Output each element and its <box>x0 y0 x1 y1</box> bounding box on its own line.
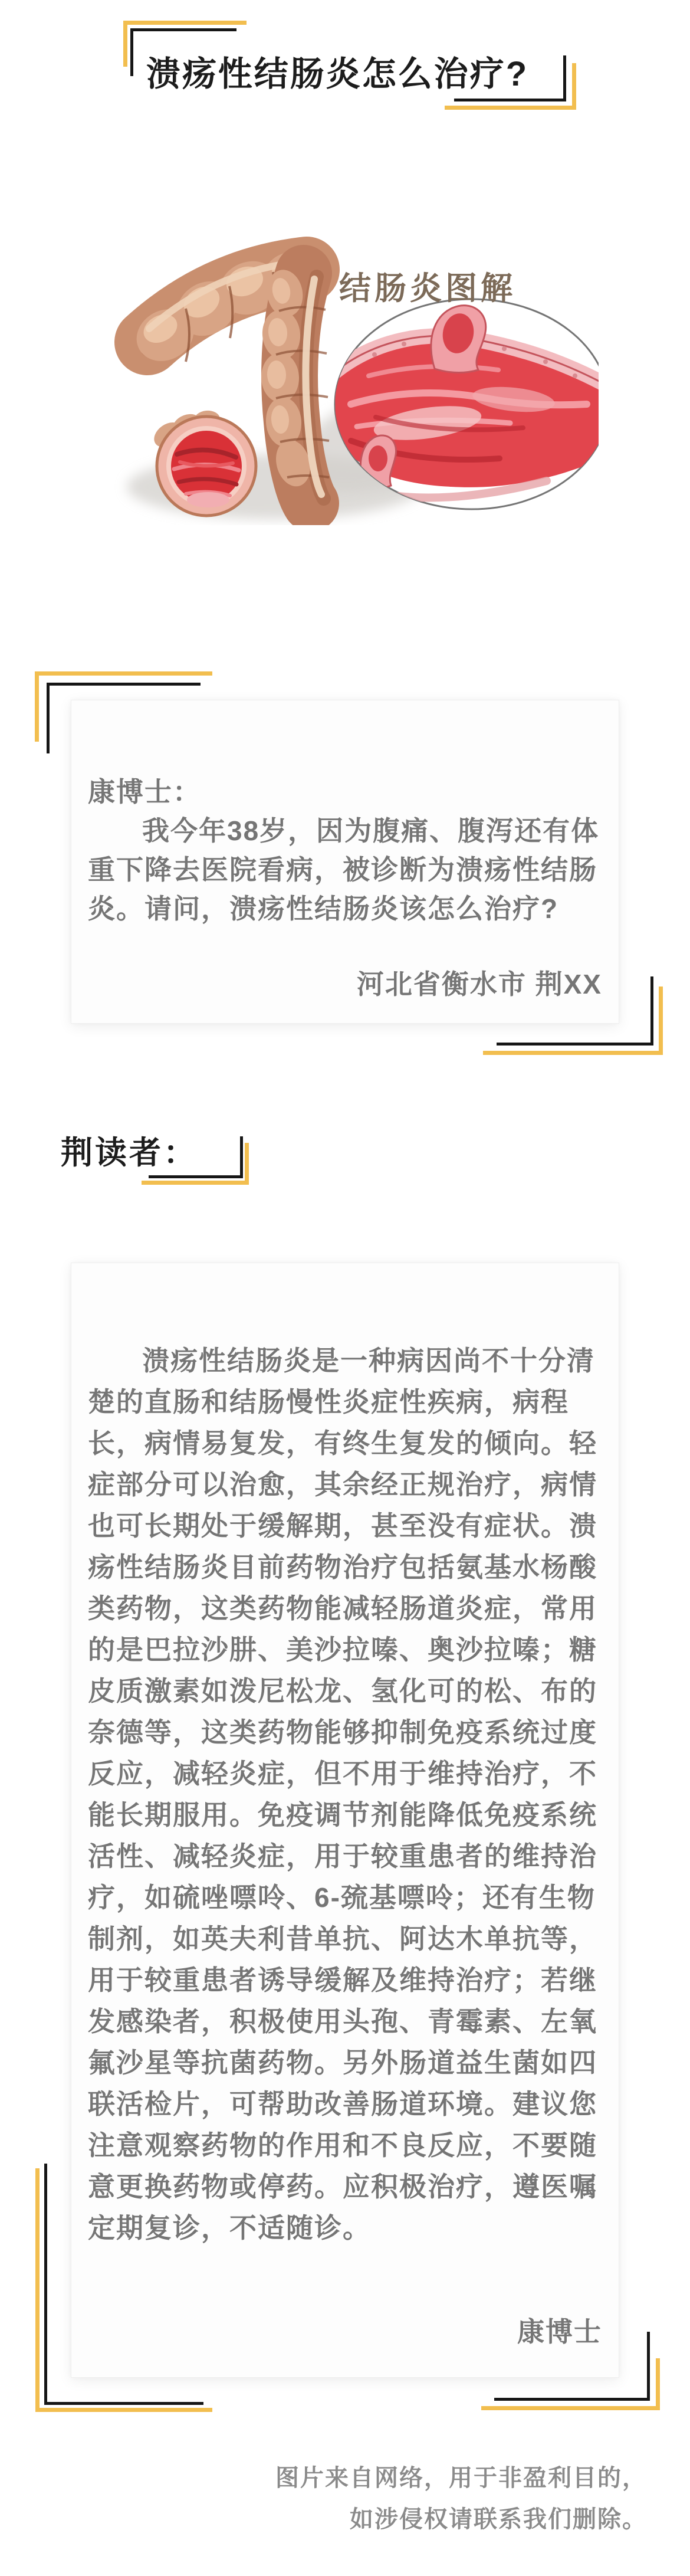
question-body <box>88 811 602 928</box>
title-corner-black-bottom-h <box>454 99 566 101</box>
title-corner-black-bottom-v <box>563 55 566 101</box>
text-line: 用于较重患者诱导缓解及维持治疗；若继 <box>88 1965 597 1995</box>
answer-body <box>88 1340 602 2249</box>
answer-corner-yellow-right-v <box>656 2358 660 2410</box>
answer-corner-yellow-right-h <box>481 2406 660 2410</box>
question-corner-yellow-top-v <box>35 671 39 742</box>
text-line: 类药物，这类药物能减轻肠道炎症，常用 <box>88 1593 597 1624</box>
question-corner-yellow-bottom-h <box>483 1051 663 1055</box>
text-line: 症部分可以治愈，其余经正规治疗，病情 <box>88 1469 597 1500</box>
question-corner-black-top-h <box>47 683 201 686</box>
text-line: 皮质激素如泼尼松龙、氢化可的松、布的 <box>88 1676 597 1706</box>
answer-corner-black-right-v <box>647 2332 650 2401</box>
text-line: 溃疡性结肠炎是一种病因尚不十分清 <box>142 1345 595 1376</box>
answer-corner-yellow-left-h <box>35 2408 212 2412</box>
text-line: 炎。请问，溃疡性结肠炎该怎么治疗? <box>88 893 559 924</box>
question-corner-black-bottom-v <box>650 976 653 1046</box>
reader-label: 荆读者： <box>61 1135 198 1171</box>
text-line: 定期复诊，不适随诊。 <box>88 2213 371 2243</box>
reader-corner-black-v <box>240 1136 243 1178</box>
question-card <box>71 700 619 1024</box>
text-line: 能长期服用。免疫调节剂能降低免疫系统 <box>88 1800 597 1830</box>
reader-corner-black-h <box>149 1175 243 1178</box>
text-line: 发感染者，积极使用头孢、青霉素、左氧 <box>88 2006 597 2037</box>
text-line: 制剂，如英夫利昔单抗、阿达木单抗等， <box>88 1923 597 1954</box>
question-corner-yellow-bottom-v <box>659 987 663 1055</box>
text-line: 注意观察药物的作用和不良反应，不要随 <box>88 2130 597 2161</box>
question-corner-black-bottom-h <box>497 1043 653 1046</box>
title-corner-yellow-top-h <box>123 21 247 25</box>
answer-corner-yellow-left-v <box>35 2168 40 2412</box>
text-line: 意更换药物或停药。应积极治疗，遵医嘱 <box>88 2171 597 2202</box>
text-line: 重下降去医院看病，被诊断为溃疡性结肠 <box>88 854 597 885</box>
text-line: 氟沙星等抗菌药物。另外肠道益生菌如四 <box>88 2047 597 2078</box>
question-salutation: 康博士： <box>88 776 201 807</box>
answer-card <box>71 1263 619 2378</box>
title-corner-black-top-h <box>130 28 236 31</box>
answer-corner-black-left-v <box>44 2164 47 2405</box>
illustration-caption: 结肠炎图解 <box>339 271 516 306</box>
text-line: 奈德等，这类药物能够抑制免疫系统过度 <box>88 1717 597 1748</box>
text-line: 楚的直肠和结肠慢性炎症性疾病，病程 <box>88 1387 569 1417</box>
question-corner-yellow-top-h <box>35 671 212 676</box>
text-line: 联活检片，可帮助改善肠道环境。建议您 <box>88 2089 597 2119</box>
reader-corner-yellow-v <box>245 1143 249 1184</box>
text-line: 我今年38岁，因为腹痛、腹泻还有体 <box>142 815 600 846</box>
text-line: 疡性结肠炎目前药物治疗包括氨基水杨酸 <box>88 1552 597 1582</box>
text-line: 如涉侵权请联系我们删除。 <box>350 2506 647 2532</box>
reader-corner-yellow-h <box>142 1181 249 1185</box>
text-line: 图片来自网络，用于非盈利目的， <box>275 2465 647 2491</box>
title-corner-yellow-bottom-h <box>445 106 576 110</box>
question-corner-black-top-v <box>47 683 50 753</box>
title-corner-yellow-bottom-v <box>572 63 576 110</box>
text-line: 活性、减轻炎症，用于较重患者的维持治 <box>88 1841 597 1872</box>
question-signature: 河北省衡水市 荆XX <box>356 969 602 999</box>
page-title: 溃疡性结肠炎怎么治疗? <box>146 55 529 93</box>
footer-disclaimer <box>0 2457 647 2540</box>
text-line: 的是巴拉沙肼、美沙拉嗪、奥沙拉嗪；糖 <box>88 1634 597 1665</box>
answer-signature: 康博士 <box>517 2316 602 2347</box>
answer-corner-black-right-h <box>494 2398 650 2401</box>
text-line: 长，病情易复发，有终生复发的倾向。轻 <box>88 1428 597 1459</box>
text-line: 疗，如硫唑嘌呤、6-巯基嘌呤；还有生物 <box>88 1882 596 1913</box>
text-line: 也可长期处于缓解期，甚至没有症状。溃 <box>88 1510 597 1541</box>
text-line: 反应，减轻炎症，但不用于维持治疗，不 <box>88 1758 597 1789</box>
answer-corner-black-left-h <box>44 2402 203 2405</box>
